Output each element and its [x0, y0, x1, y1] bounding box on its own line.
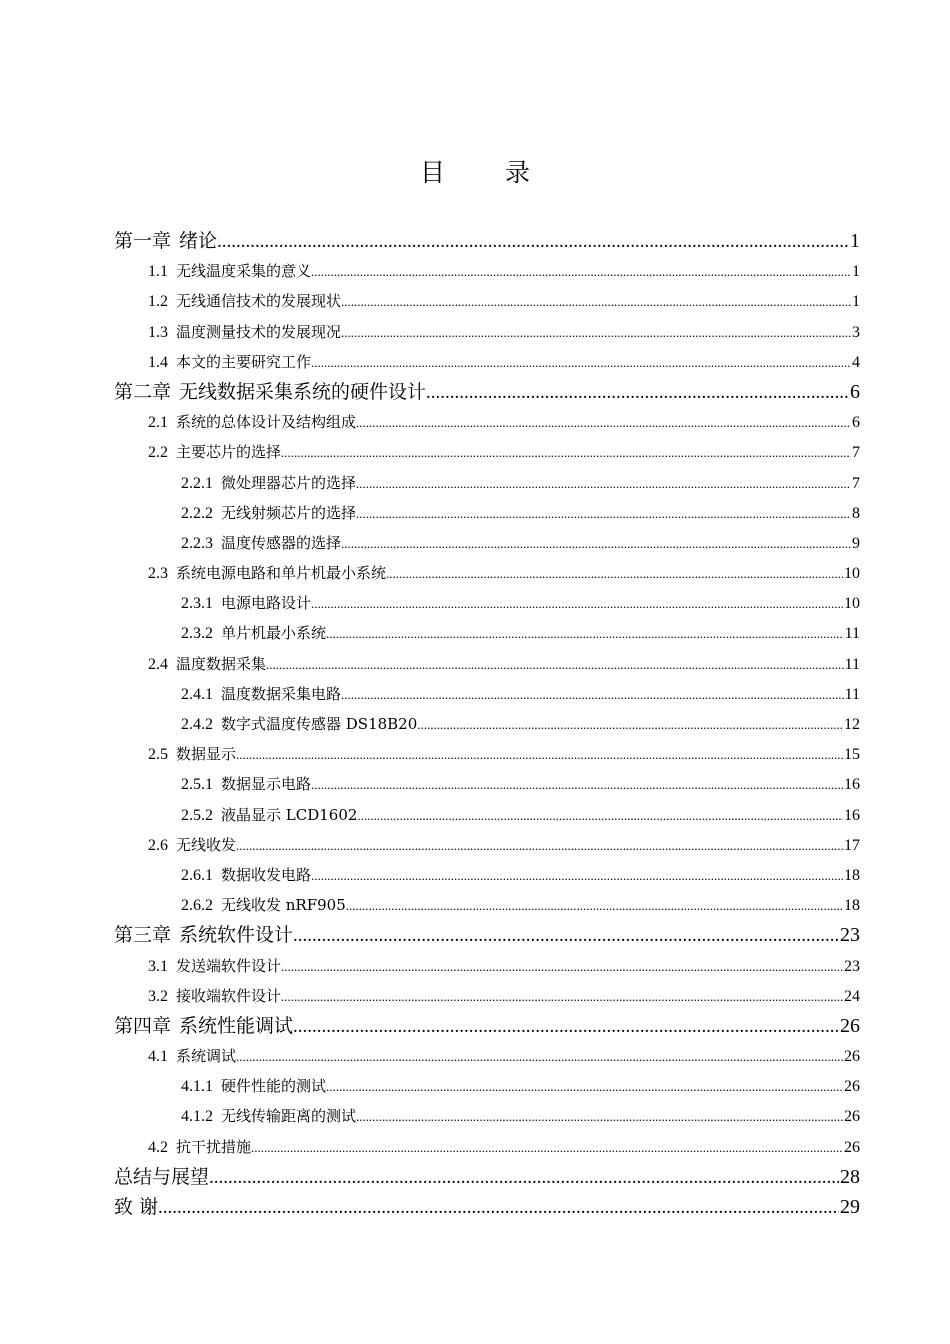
toc-entry-title: 绪论	[179, 230, 218, 252]
dot-leader	[266, 650, 844, 679]
toc-entry-title: 本文的主要研究工作	[176, 352, 312, 371]
dot-leader	[209, 1163, 839, 1192]
toc-entry[interactable]	[114, 377, 860, 407]
toc-entry-title: 无线射频芯片的选择	[221, 503, 357, 522]
toc-entry[interactable]	[114, 1132, 860, 1162]
toc-entry-label	[148, 951, 281, 981]
toc-entry-number: 2.2.2	[181, 504, 213, 522]
toc-entry-number: 2.5	[148, 746, 168, 764]
toc-entry-title: 无线数据采集系统的硬件设计	[179, 380, 427, 403]
toc-entry[interactable]	[114, 407, 860, 437]
toc-entry-page-number: 18	[844, 897, 860, 915]
toc-entry[interactable]	[114, 588, 860, 618]
toc-entry-title: 致 谢	[114, 1196, 159, 1218]
toc-entry-page-number: 4	[852, 353, 860, 371]
toc-entry[interactable]	[114, 618, 860, 648]
toc-entry-page-number: 23	[844, 957, 860, 975]
toc-entry-label	[181, 1071, 326, 1101]
toc-entry-number: 4.1.2	[181, 1108, 213, 1126]
toc-entry-title: 系统性能调试	[179, 1014, 294, 1037]
toc-entry-page-number: 26	[844, 1138, 860, 1156]
toc-entry-title: 主要芯片的选择	[176, 443, 282, 462]
toc-entry-page-number: 6	[852, 414, 860, 432]
toc-entry[interactable]	[114, 317, 860, 347]
toc-entry[interactable]	[114, 1162, 860, 1192]
dot-leader	[281, 952, 843, 981]
dot-leader	[341, 287, 851, 316]
toc-entry-label	[148, 256, 311, 286]
toc-entry-number: 第三章	[114, 924, 172, 947]
toc-entry-title: 电源电路设计	[221, 594, 312, 613]
toc-entry[interactable]	[114, 769, 860, 799]
toc-entry-number: 1.1	[148, 263, 168, 281]
toc-entry-label	[114, 1011, 293, 1041]
toc-entry-title: 无线传输距离的测试	[221, 1107, 357, 1126]
toc-entry-page-number: 16	[844, 776, 860, 794]
dot-leader	[236, 1042, 843, 1071]
dot-leader	[281, 438, 851, 467]
toc-entry-title: 系统的总体设计及结构组成	[176, 413, 357, 432]
toc-entry[interactable]	[114, 528, 860, 558]
toc-entry-label	[181, 618, 326, 648]
toc-entry-number: 2.2.3	[181, 534, 213, 552]
toc-entry-page-number: 1	[850, 230, 860, 252]
toc-entry-label	[181, 468, 356, 498]
dot-leader	[217, 227, 849, 256]
toc-entry-label	[148, 1041, 236, 1071]
toc-entry-page-number: 9	[852, 534, 860, 552]
toc-entry-page-number: 11	[844, 655, 860, 673]
dot-leader	[236, 831, 843, 860]
dot-leader	[311, 348, 851, 377]
toc-entry-number: 2.6.1	[181, 866, 213, 884]
toc-entry-title: 温度数据采集	[176, 654, 267, 673]
toc-entry-page-number: 17	[844, 836, 860, 854]
toc-entry-title: 数据显示	[176, 745, 237, 764]
dot-leader	[311, 861, 843, 890]
dot-leader	[356, 1102, 843, 1131]
toc-entry-label	[148, 739, 236, 769]
toc-entry[interactable]	[114, 558, 860, 588]
dot-leader	[311, 589, 843, 618]
toc-entry-number: 2.4.2	[181, 716, 213, 733]
toc-entry-title: 单片机最小系统	[221, 624, 327, 643]
toc-entry-title: 无线收发 nRF905	[221, 896, 346, 915]
toc-entry-title: 系统调试	[176, 1047, 237, 1066]
dot-leader	[341, 318, 851, 347]
toc-entry-page-number: 7	[852, 444, 860, 462]
toc-entry-number: 2.5.2	[181, 806, 213, 824]
toc-entry-title: 系统软件设计	[179, 924, 294, 947]
dot-leader	[326, 619, 844, 648]
toc-entry[interactable]	[114, 951, 860, 981]
toc-entry-page-number: 3	[852, 323, 860, 341]
dot-leader	[251, 1133, 843, 1162]
toc-entry-label	[114, 1162, 209, 1192]
toc-entry[interactable]	[114, 1101, 860, 1131]
dot-leader	[346, 891, 843, 920]
toc-entry[interactable]	[114, 739, 860, 769]
toc-entry[interactable]	[114, 286, 860, 316]
toc-entry-number: 2.6.2	[181, 897, 213, 915]
toc-entry-label	[181, 860, 311, 890]
toc-entry-page-number: 8	[852, 504, 860, 522]
dot-leader	[293, 1012, 839, 1041]
table-of-contents	[114, 226, 860, 1222]
dot-leader	[386, 559, 843, 588]
toc-entry-page-number: 28	[840, 1165, 860, 1188]
toc-entry-number: 3.1	[148, 957, 168, 975]
toc-entry-number: 4.1	[148, 1048, 168, 1066]
toc-entry-number: 2.3.1	[181, 595, 213, 613]
toc-entry-page-number: 26	[844, 1048, 860, 1066]
toc-entry[interactable]	[114, 226, 860, 256]
toc-entry-title: 接收端软件设计	[176, 986, 282, 1005]
toc-entry-title: 微处理器芯片的选择	[221, 473, 357, 492]
toc-entry-number: 3.2	[148, 987, 168, 1005]
toc-entry-label	[181, 1101, 356, 1131]
toc-entry-page-number: 11	[844, 625, 860, 643]
toc-entry-number: 第四章	[114, 1014, 172, 1037]
toc-entry[interactable]	[114, 800, 860, 830]
dot-leader	[341, 529, 851, 558]
toc-entry-number: 2.5.1	[181, 776, 213, 794]
toc-entry-title: 温度传感器的选择	[221, 533, 342, 552]
toc-entry[interactable]	[114, 498, 860, 528]
toc-entry[interactable]	[114, 830, 860, 860]
toc-entry[interactable]	[114, 437, 860, 467]
toc-entry-title: 数字式温度传感器 DS18B20	[221, 715, 418, 733]
dot-leader	[356, 499, 851, 528]
toc-entry-page-number: 12	[844, 716, 860, 733]
toc-entry-title: 无线通信技术的发展现状	[176, 292, 342, 311]
toc-entry-page-number: 29	[840, 1196, 860, 1218]
toc-entry-page-number: 11	[844, 685, 860, 703]
dot-leader	[326, 1072, 843, 1101]
toc-entry-label	[181, 890, 346, 920]
toc-entry-number: 1.3	[148, 323, 168, 341]
toc-entry[interactable]	[114, 709, 860, 739]
toc-entry-label	[181, 800, 357, 830]
toc-entry-label	[148, 347, 311, 377]
toc-entry-label	[114, 226, 217, 256]
dot-leader	[357, 801, 843, 830]
toc-entry-title: 发送端软件设计	[176, 956, 282, 975]
toc-entry[interactable]	[114, 679, 860, 709]
toc-entry-number: 2.3	[148, 565, 168, 583]
toc-entry-label	[148, 830, 236, 860]
dot-leader	[158, 1193, 839, 1222]
toc-entry[interactable]	[114, 981, 860, 1011]
toc-entry-page-number: 7	[852, 474, 860, 492]
toc-entry[interactable]	[114, 347, 860, 377]
toc-entry-number: 1.2	[148, 293, 168, 311]
toc-entry-title: 液晶显示 LCD1602	[221, 805, 358, 824]
toc-entry-title: 数据收发电路	[221, 865, 312, 884]
toc-entry-number: 2.4	[148, 655, 168, 673]
page-title: 目 录	[420, 158, 556, 187]
toc-entry-number: 2.3.2	[181, 625, 213, 643]
toc-entry-label	[148, 981, 281, 1011]
toc-entry[interactable]	[114, 920, 860, 950]
toc-entry[interactable]	[114, 649, 860, 679]
toc-entry[interactable]	[114, 1192, 860, 1222]
dot-leader	[236, 740, 843, 769]
toc-entry-title: 温度测量技术的发展现况	[176, 322, 342, 341]
toc-entry-label	[181, 588, 311, 618]
toc-entry-title: 抗干扰措施	[176, 1137, 252, 1156]
toc-entry-number: 第一章	[114, 230, 172, 252]
toc-entry-title: 总结与展望	[114, 1165, 210, 1188]
toc-entry-title: 硬件性能的测试	[221, 1077, 327, 1096]
toc-entry-page-number: 23	[840, 924, 860, 947]
toc-entry-number: 4.1.1	[181, 1078, 213, 1096]
toc-entry-title: 无线收发	[176, 835, 237, 854]
toc-entry-number: 2.6	[148, 836, 168, 854]
toc-entry[interactable]	[114, 1011, 860, 1041]
dot-leader	[311, 770, 843, 799]
toc-entry-label	[181, 528, 341, 558]
toc-entry-title: 数据显示电路	[221, 775, 312, 794]
toc-entry-page-number: 15	[844, 746, 860, 764]
toc-entry-page-number: 10	[844, 595, 860, 613]
toc-entry-label	[148, 407, 356, 437]
toc-entry-page-number: 1	[852, 293, 860, 311]
toc-entry-page-number: 16	[844, 806, 860, 824]
toc-entry-number: 2.2.1	[181, 474, 213, 492]
toc-entry-title: 无线温度采集的意义	[176, 262, 312, 281]
toc-entry[interactable]	[114, 860, 860, 890]
toc-entry-label	[148, 286, 341, 316]
toc-entry-number: 2.1	[148, 414, 168, 432]
toc-entry-label	[148, 649, 266, 679]
toc-entry-number: 第二章	[114, 380, 172, 403]
toc-entry-page-number: 26	[844, 1108, 860, 1126]
toc-entry-page-number: 26	[844, 1078, 860, 1096]
toc-entry-label	[114, 920, 293, 950]
dot-leader	[311, 257, 851, 286]
toc-entry-number: 4.2	[148, 1138, 168, 1156]
toc-entry-label	[148, 437, 281, 467]
dot-leader	[281, 982, 843, 1011]
toc-entry[interactable]	[114, 468, 860, 498]
toc-entry-page-number: 18	[844, 866, 860, 884]
toc-entry-page-number: 24	[844, 987, 860, 1005]
toc-entry-label	[114, 1192, 158, 1222]
toc-entry-title: 系统电源电路和单片机最小系统	[176, 564, 387, 583]
toc-entry[interactable]	[114, 890, 860, 920]
toc-entry-label	[148, 317, 341, 347]
toc-entry-number: 2.4.1	[181, 685, 213, 703]
dot-leader	[293, 921, 839, 950]
dot-leader	[341, 680, 844, 709]
dot-leader	[356, 408, 851, 437]
dot-leader	[356, 469, 851, 498]
toc-entry-label	[181, 769, 311, 799]
toc-entry-label	[181, 498, 356, 528]
toc-entry-label	[148, 558, 386, 588]
toc-entry-page-number: 26	[840, 1014, 860, 1037]
toc-entry[interactable]	[114, 1041, 860, 1071]
toc-entry-label	[181, 709, 417, 739]
toc-entry-label	[114, 377, 426, 407]
toc-entry-title: 温度数据采集电路	[221, 684, 342, 703]
toc-entry[interactable]	[114, 256, 860, 286]
toc-entry[interactable]	[114, 1071, 860, 1101]
toc-entry-label	[181, 679, 341, 709]
toc-entry-number: 2.2	[148, 444, 168, 462]
toc-entry-label	[148, 1132, 251, 1162]
toc-entry-page-number: 10	[844, 565, 860, 583]
toc-entry-page-number: 1	[852, 263, 860, 281]
toc-entry-number: 1.4	[148, 353, 168, 371]
dot-leader	[417, 710, 843, 739]
toc-entry-page-number: 6	[850, 380, 860, 403]
dot-leader	[426, 378, 849, 407]
